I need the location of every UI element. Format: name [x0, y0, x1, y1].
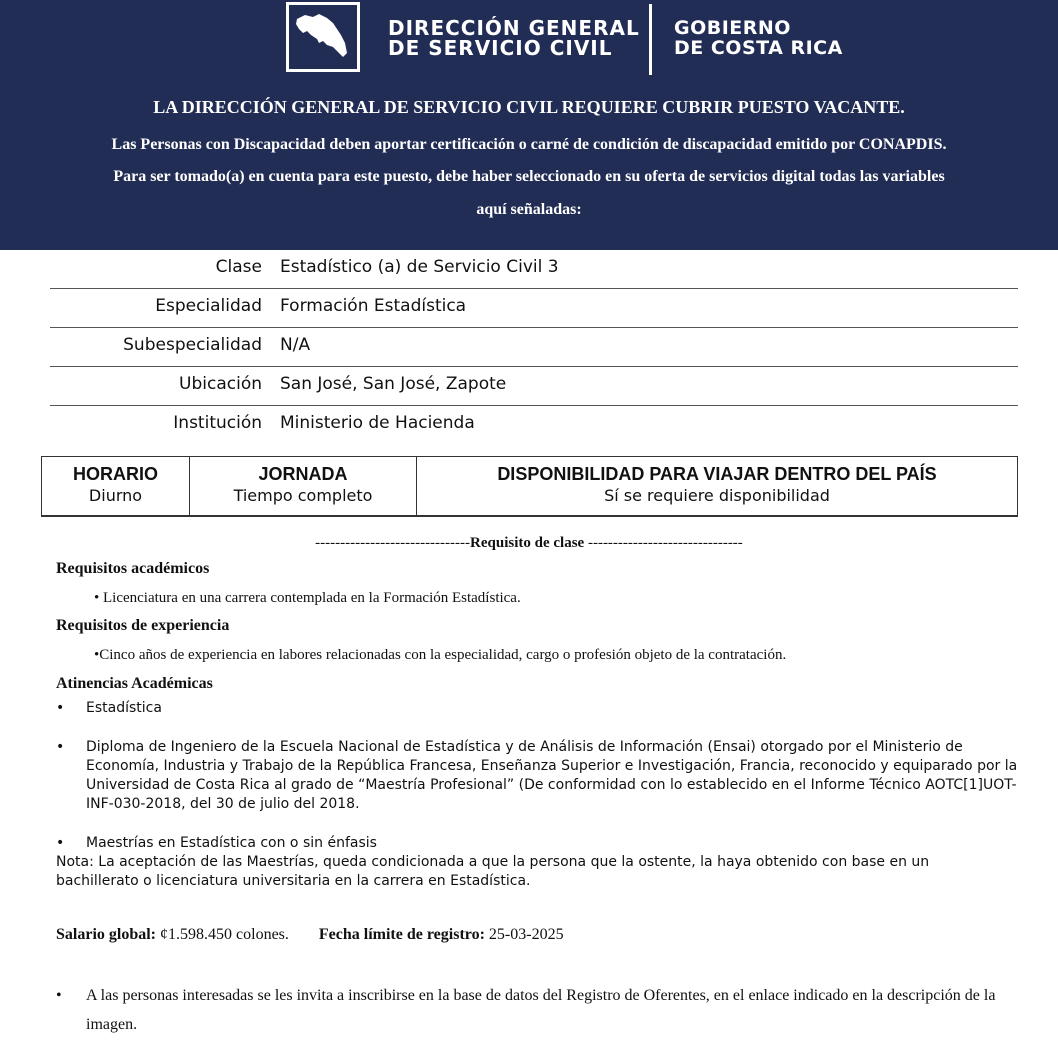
- info-value: Estadístico (a) de Servicio Civil 3: [280, 257, 559, 277]
- info-label: Ubicación: [179, 374, 262, 394]
- viajar-value: Sí se requiere disponibilidad: [604, 486, 830, 505]
- info-row-institucion: [50, 406, 1018, 444]
- viajar-label: DISPONIBILIDAD PARA VIAJAR DENTRO DEL PAÍS: [497, 464, 937, 484]
- registration-invite: [56, 981, 1016, 1039]
- horario-label: HORARIO: [73, 464, 158, 484]
- horario-value: Diurno: [88, 486, 143, 505]
- info-row-subespecialidad: [50, 328, 1018, 367]
- bullet-icon: •: [56, 835, 65, 851]
- list-item: [56, 738, 1026, 814]
- list-item: [56, 834, 1026, 853]
- deadline-label: Fecha límite de registro:: [318, 926, 485, 943]
- section-title-experiencia: Requisitos de experiencia: [56, 617, 230, 634]
- header-banner: [0, 0, 1058, 250]
- info-label: Especialidad: [155, 296, 262, 316]
- disability-notice: Las Personas con Discapacidad deben aportar certificación o carné de condición de discapacidad emitido por CONAPDIS.: [111, 136, 947, 153]
- academicos-item: • Licenciatura en una carrera contemplada en la Formación Estadística.: [94, 590, 521, 606]
- info-label: Institución: [173, 413, 262, 433]
- info-value: Formación Estadística: [280, 296, 467, 316]
- atinencia-text: Maestrías en Estadística con o sin énfasis: [86, 835, 377, 851]
- deadline-value: 25-03-2025: [484, 926, 564, 943]
- bullet-icon: •: [56, 739, 65, 755]
- nota-text: Nota: La aceptación de las Maestrías, queda condicionada a que la persona que la ostente, la haya obtenido con base en un bachillerato o licenciatura universitaria en la carrera en Estadística.: [56, 854, 930, 889]
- dgsc-logo: [286, 2, 360, 72]
- salary-value: ¢1.598.450 colones.: [156, 926, 289, 943]
- logo-divider: [649, 4, 652, 75]
- info-value: N/A: [280, 335, 311, 355]
- selection-notice-line1: Para ser tomado(a) en cuenta para este puesto, debe haber seleccionado en su oferta de servicios digital todas las variables: [113, 168, 945, 185]
- requisito-banner: [0, 535, 1058, 552]
- bullet-icon: •: [56, 700, 65, 716]
- section-title-academicos: Requisitos académicos: [56, 560, 210, 577]
- list-item: [56, 699, 1026, 718]
- position-info-table: [50, 250, 1018, 444]
- selection-notice-line2: aquí señaladas:: [476, 201, 582, 218]
- org-name: [388, 18, 640, 58]
- salary-label: Salario global:: [56, 926, 157, 943]
- banner-dashes-right: -------------------------------: [584, 535, 743, 551]
- info-row-clase: [50, 250, 1018, 289]
- schedule-horario: [42, 457, 190, 515]
- org-name-line1: DIRECCIÓN GENERAL: [388, 16, 640, 40]
- experiencia-item: •Cinco años de experiencia en labores relacionadas con la especialidad, cargo o profesión objeto de la contratación.: [94, 647, 787, 663]
- section-title-atinencias: Atinencias Académicas: [56, 675, 213, 692]
- atinencia-text: Diploma de Ingeniero de la Escuela Nacional de Estadística y de Análisis de Información (Ensai) otorgado por el Ministerio de Economía, Industria y Trabajo de la República Francesa, Enseñanza Superior e Investigación, Francia, reconocido y equiparado por la Universidad de Costa Rica al grado de “Maestría Profesional” (De conformidad con lo establecido en el Informe Técnico AOTC[1]UOT-INF-030-2018, del 30 de julio del 2018.: [86, 739, 1018, 812]
- bullet-icon: •: [56, 987, 62, 1004]
- costa-rica-map-icon: [293, 9, 353, 65]
- gov-name: [674, 18, 843, 58]
- info-value: Ministerio de Hacienda: [280, 413, 475, 433]
- info-value: San José, San José, Zapote: [280, 374, 507, 394]
- schedule-viajar: [417, 457, 1017, 515]
- gov-name-line1: GOBIERNO: [674, 17, 791, 39]
- jornada-value: Tiempo completo: [233, 486, 373, 505]
- info-row-especialidad: [50, 289, 1018, 328]
- schedule-table: [41, 456, 1018, 517]
- page-title: LA DIRECCIÓN GENERAL DE SERVICIO CIVIL REQUIERE CUBRIR PUESTO VACANTE.: [153, 97, 905, 117]
- gov-name-line2: DE COSTA RICA: [674, 37, 843, 59]
- info-row-ubicacion: [50, 367, 1018, 406]
- schedule-jornada: [190, 457, 417, 515]
- registration-text: A las personas interesadas se les invita a inscribirse en la base de datos del Registro de Oferentes, en el enlace indicado en la descripción de la imagen.: [86, 987, 996, 1033]
- info-label: Clase: [215, 257, 262, 277]
- org-name-line2: DE SERVICIO CIVIL: [388, 36, 613, 60]
- banner-title: Requisito de clase: [470, 535, 585, 551]
- banner-dashes-left: -------------------------------: [315, 535, 471, 551]
- info-label: Subespecialidad: [123, 335, 262, 355]
- jornada-label: JORNADA: [258, 464, 348, 484]
- atinencia-text: Estadística: [86, 700, 162, 716]
- salary-line: [56, 926, 564, 944]
